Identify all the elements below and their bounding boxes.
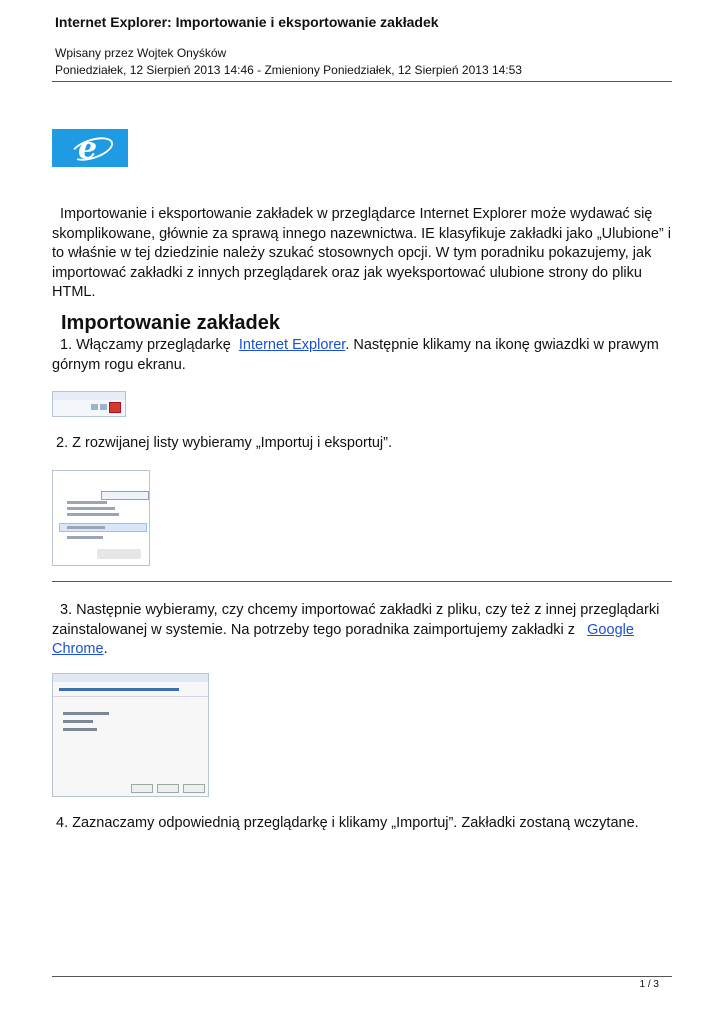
step3-paragraph bbox=[52, 601, 674, 660]
step1-suffix: . Następnie klikamy na ikonę gwiazdki w prawym górnym rogu ekranu. bbox=[52, 337, 659, 373]
page-title: Internet Explorer: Importowanie i eksportowanie zakładek bbox=[55, 14, 439, 30]
step1-paragraph bbox=[52, 336, 674, 375]
step3-suffix: . bbox=[103, 641, 108, 657]
step4-paragraph: 4. Zaznaczamy odpowiednią przeglądarkę i klikamy „Importuj”. Zakładki zostaną wczytane. bbox=[56, 815, 639, 831]
section-divider bbox=[52, 581, 672, 582]
section-heading: Importowanie zakładek bbox=[61, 312, 280, 334]
author-line: Wpisany przez Wojtek Onyśków bbox=[55, 46, 227, 60]
internet-explorer-link[interactable]: Internet Explorer bbox=[238, 337, 346, 353]
footer-divider bbox=[52, 976, 672, 977]
star-icon bbox=[109, 402, 121, 413]
header-divider bbox=[52, 81, 672, 82]
step1-text: 1. Włączamy przeglądarkę bbox=[60, 337, 231, 353]
instalki-logo bbox=[97, 549, 141, 559]
step2-paragraph: 2. Z rozwijanej listy wybieramy „Importuj i eksportuj”. bbox=[56, 435, 393, 451]
date-line: Poniedziałek, 12 Sierpień 2013 14:46 - Zmieniony Poniedziałek, 12 Sierpień 2013 14:53 bbox=[55, 63, 522, 77]
ie-logo-icon: e bbox=[52, 129, 128, 167]
screenshot-star-icon bbox=[52, 391, 126, 417]
step3-text: 3. Następnie wybieramy, czy chcemy importować zakładki z pliku, czy też z innej przeglądarki zainstalowanej w systemie. Na potrzeby tego poradnika zaimportujemy zakładki z bbox=[52, 602, 660, 638]
page-number: 1 / 3 bbox=[639, 979, 659, 990]
intro-paragraph: Importowanie i eksportowanie zakładek w przeglądarce Internet Explorer może wydawać się skomplikowane, głównie za sprawą innego nazewnictwa. IE klasyfikuje zakładki jako „Ulubione” i to właśnie w tej dziedzinie należy szukać stosownych opcji. W tym poradniku pokazujemy, jak importować zakładki z innych przeglądarek oraz jak wyeksportować ulubione strony do pliku HTML. bbox=[52, 206, 671, 300]
google-chrome-link[interactable]: Google Chrome bbox=[52, 621, 634, 657]
screenshot-import-dialog bbox=[52, 673, 209, 797]
screenshot-favorites-menu bbox=[52, 470, 150, 566]
